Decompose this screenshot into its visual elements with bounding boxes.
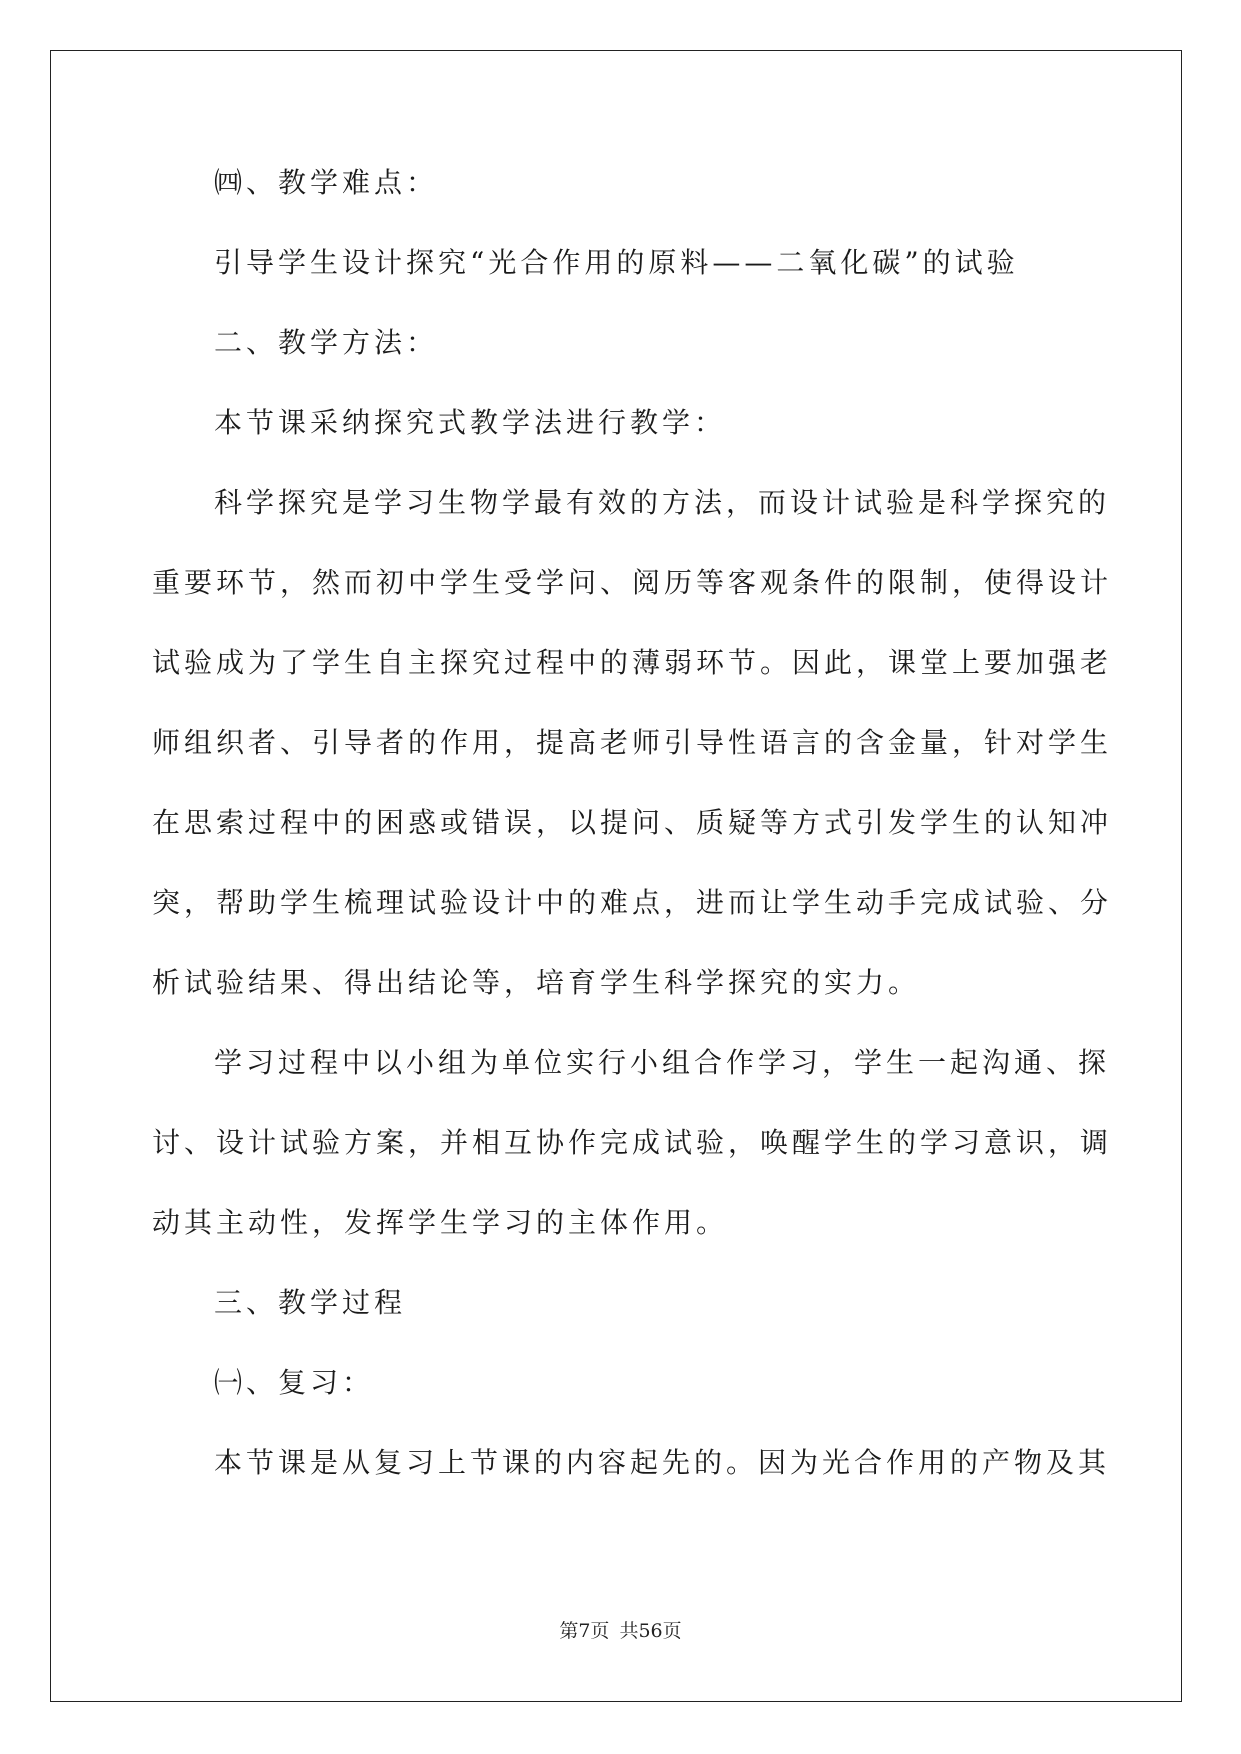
paragraph-line: 动其主动性，发挥学生学习的主体作用。	[152, 1206, 729, 1239]
paragraph-line: 科学探究是学习生物学最有效的方法，而设计试验是科学探究的	[214, 486, 1111, 519]
heading-review: ㈠、复习：	[214, 1366, 375, 1399]
paragraph-line: 重要环节，然而初中学生受学问、阅历等客观条件的限制，使得设计	[152, 566, 1113, 599]
paragraph-line: 试验成为了学生自主探究过程中的薄弱环节。因此，课堂上要加强老	[152, 646, 1113, 679]
heading-process: 三、教学过程	[214, 1286, 407, 1319]
page-number: 第7页	[559, 1620, 610, 1642]
paragraph-line: 师组织者、引导者的作用，提高老师引导性语言的含金量，针对学生	[152, 726, 1113, 759]
paragraph-line: 在思索过程中的困惑或错误，以提问、质疑等方式引发学生的认知冲	[152, 806, 1113, 839]
paragraph-line: 析试验结果、得出结论等，培育学生科学探究的实力。	[152, 966, 921, 999]
paragraph-line: 学习过程中以小组为单位实行小组合作学习，学生一起沟通、探	[214, 1046, 1111, 1079]
review-text: 本节课是从复习上节课的内容起先的。因为光合作用的产物及其	[214, 1446, 1111, 1479]
page-total: 共56页	[619, 1620, 682, 1642]
paragraph-line: 突，帮助学生梳理试验设计中的难点，进而让学生动手完成试验、分	[152, 886, 1113, 919]
heading-difficulty: ㈣、教学难点：	[214, 166, 439, 199]
page-footer	[0, 1616, 1241, 1643]
paragraph-line: 讨、设计试验方案，并相互协作完成试验，唤醒学生的学习意识，调	[152, 1126, 1113, 1159]
methods-intro: 本节课采纳探究式教学法进行教学：	[214, 406, 727, 439]
document-body	[152, 163, 1113, 1483]
heading-methods: 二、教学方法：	[214, 326, 439, 359]
paragraph-group-learning	[152, 1043, 1113, 1243]
difficulty-text: 引导学生设计探究“光合作用的原料——二氧化碳”的试验	[214, 246, 1019, 279]
paragraph-inquiry	[152, 483, 1113, 1003]
